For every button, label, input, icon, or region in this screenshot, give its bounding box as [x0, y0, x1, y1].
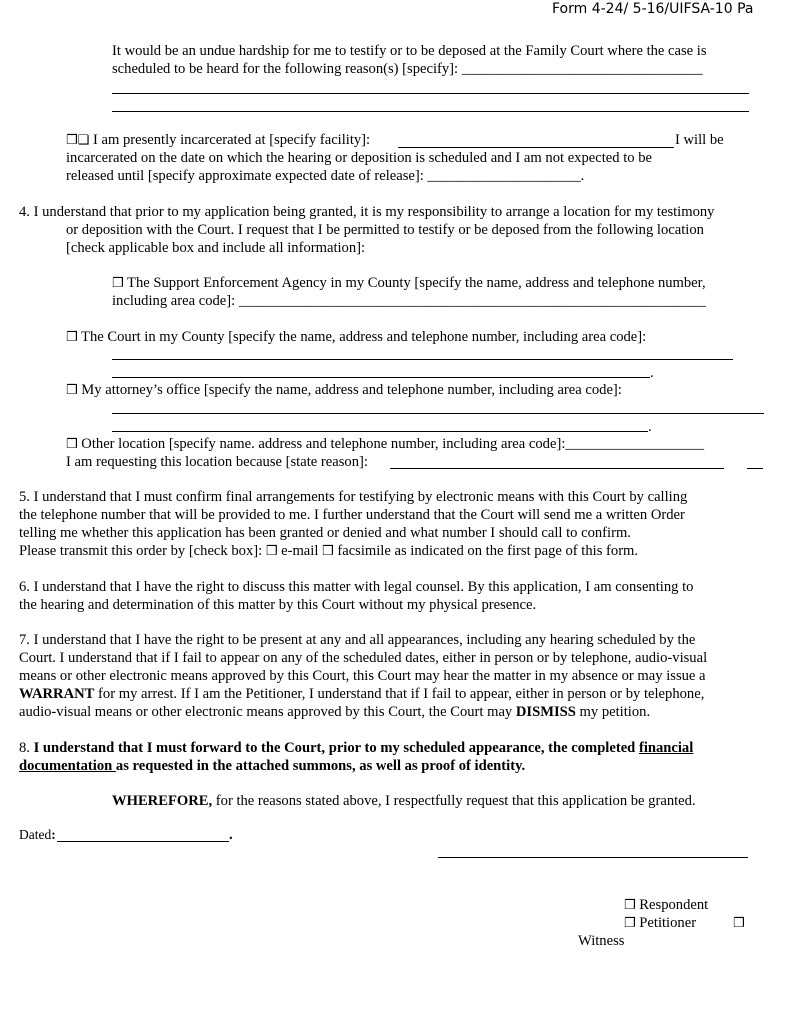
signature-field[interactable] [438, 857, 748, 858]
item4-line-2: or deposition with the Court. I request that I be permitted to testify or be deposed from the following location [66, 222, 704, 238]
other-line-1: ❒ Other location [specify name. address and telephone number, including area code]:___________________ [66, 436, 705, 452]
wherefore-line: WHEREFORE, for the reasons stated above, I respectfully request that this application be granted. [112, 793, 696, 809]
attorney-field-2[interactable] [112, 431, 648, 432]
item4-line-1: 4. I understand that prior to my application being granted, it is my responsibility to arrange a location for my testimony [19, 204, 715, 220]
item7-line-2: Court. I understand that if I fail to appear on any of the scheduled dates, either in person or by telephone, audio-visual [19, 650, 708, 666]
item5-line-2: the telephone number that will be provided to me. I further understand that the Court will send me a written Order [19, 507, 685, 523]
item6-line-2: the hearing and determination of this matter by this Court without my physical presence. [19, 597, 537, 613]
email-checkbox[interactable]: ❒ [265, 544, 278, 559]
form-id: Form 4-24/ 5-16/UIFSA-10 Pa [552, 1, 754, 17]
item4-line-3: [check applicable box and include all information]: [66, 240, 366, 256]
court-county-field-2[interactable] [112, 377, 650, 378]
incarcerated-line-1-end: I will be [675, 132, 724, 148]
court-county-end: . [650, 365, 654, 381]
agency-checkbox[interactable]: ❒ [112, 276, 124, 291]
petitioner-checkbox[interactable]: ❒ [624, 916, 636, 931]
incarcerated-checkbox[interactable]: ❒❑ [66, 133, 90, 148]
hardship-blank-1[interactable] [112, 93, 749, 94]
hardship-line-1: It would be an undue hardship for me to testify or to be deposed at the Family Court where the case is [112, 43, 707, 59]
incarcerated-line-1: ❒❑ I am presently incarcerated at [specify facility]: [66, 132, 371, 148]
witness-checkbox[interactable]: ❒ [733, 916, 745, 931]
incarcerated-line-3: released until [specify approximate expected date of release]: _____________________. [66, 168, 585, 184]
reason-field[interactable] [390, 468, 724, 469]
hardship-line-2: scheduled to be heard for the following reason(s) [specify]: _________________________________ [112, 61, 703, 77]
item7-line-5: audio-visual means or other electronic means approved by this Court, the Court may DISMISS my petition. [19, 704, 651, 720]
attorney-field-1[interactable] [112, 413, 764, 414]
item8-line-1: 8. I understand that I must forward to the Court, prior to my scheduled appearance, the completed financial [19, 740, 694, 756]
respondent-checkbox[interactable]: ❒ [624, 898, 636, 913]
dated-field[interactable] [57, 841, 229, 842]
attorney-checkbox[interactable]: ❒ [66, 383, 78, 398]
item7-line-1: 7. I understand that I have the right to be present at any and all appearances, including any hearing scheduled by the [19, 632, 696, 648]
other-line-2: I am requesting this location because [state reason]: [66, 454, 368, 470]
item5-line-4: Please transmit this order by [check box]: ❒ e-mail ❒ facsimile as indicated on the first page of this form. [19, 543, 639, 559]
dated-end: . [229, 827, 233, 843]
item8-line-2: documentation as requested in the attached summons, as well as proof of identity. [19, 758, 526, 774]
item7-line-4: WARRANT for my arrest. If I am the Petitioner, I understand that if I fail to appear, either in person or by telephone, [19, 686, 705, 702]
attorney-line-1: ❒ My attorney’s office [specify the name, address and telephone number, including area code]: [66, 382, 622, 398]
item6-line-1: 6. I understand that I have the right to discuss this matter with legal counsel. By this application, I am consenting to [19, 579, 694, 595]
item5-line-3: telling me whether this application has been granted or denied and what number I should call to confirm. [19, 525, 631, 541]
court-county-checkbox[interactable]: ❒ [66, 330, 78, 345]
witness-label: Witness [578, 933, 625, 949]
reason-field-tail[interactable] [747, 468, 763, 469]
petitioner-option: ❒ Petitioner [624, 915, 697, 931]
item7-line-3: means or other electronic means approved by this Court, this Court may hear the matter in my absence or may issue a [19, 668, 706, 684]
item5-line-1: 5. I understand that I must confirm final arrangements for testifying by electronic means with this Court by calling [19, 489, 688, 505]
court-county-field-1[interactable] [112, 359, 733, 360]
hardship-blank-2[interactable] [112, 111, 749, 112]
fax-checkbox[interactable]: ❒ [322, 544, 334, 559]
agency-line-1: ❒ The Support Enforcement Agency in my County [specify the name, address and telephone number, [112, 275, 706, 291]
attorney-end: . [648, 419, 652, 435]
court-county-line-1: ❒ The Court in my County [specify the name, address and telephone number, including area code]: [66, 329, 647, 345]
respondent-option: ❒ Respondent [624, 897, 709, 913]
dated-label: Dated: [19, 827, 56, 842]
incarcerated-line-2: incarcerated on the date on which the hearing or deposition is scheduled and I am not expected to be [66, 150, 652, 166]
agency-line-2: including area code]: ________________________________________________________________ [112, 293, 706, 309]
facility-field[interactable] [398, 147, 674, 148]
other-checkbox[interactable]: ❒ [66, 437, 78, 452]
